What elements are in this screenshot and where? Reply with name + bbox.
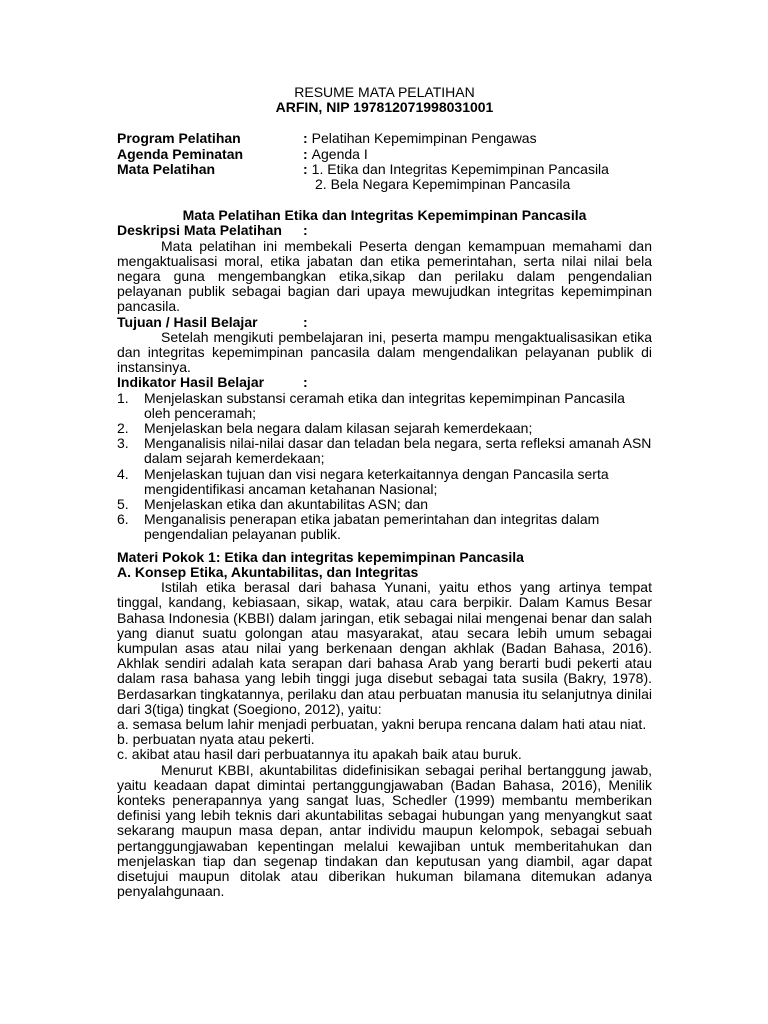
list-item (117, 512, 652, 542)
meta-mata-row (117, 162, 652, 177)
list-item (117, 436, 652, 466)
materi-title: Materi Pokok 1: Etika dan integritas kepemimpinan Pancasila (117, 548, 524, 565)
tujuan-paragraph: Setelah mengikuti pembelajaran ini, peserta mampu mengaktualisasikan etika dan integritas kepemimpinan pancasila dalam mengendalikan pelayanan publik di instansinya. (117, 328, 652, 376)
meta-program-label: Program Pelatihan (117, 130, 241, 147)
list-item-text: Menganalisis nilai-nilai dasar dan teladan bela negara, serta refleksi amanah ASN dalam sejarah kemerdekaan; (144, 435, 652, 467)
indikator-heading (117, 375, 652, 390)
heading-colon: : (303, 313, 308, 330)
list-item-text: Menjelaskan bela negara dalam kilasan sejarah kemerdekaan; (144, 420, 533, 437)
list-item (117, 391, 652, 421)
tujuan-label: Tujuan / Hasil Belajar (117, 313, 258, 330)
list-item-number: 5. (117, 496, 129, 513)
meta-mata-value-2 (117, 177, 652, 192)
author-line: ARFIN, NIP 197812071998031001 (275, 99, 494, 116)
list-item-number: 1. (117, 389, 129, 406)
deskripsi-label: Deskripsi Mata Pelatihan (117, 222, 282, 239)
meta-mata-label: Mata Pelatihan (117, 160, 216, 177)
materi-item-a: a. semasa belum lahir menjadi perbuatan, yakni berupa rencana dalam hati atau niat. (117, 715, 647, 732)
materi-paragraph-1: Istilah etika berasal dari bahasa Yunani, yaitu ethos yang artinya tempat tinggal, kandang, kebiasaan, sikap, watak, atau cara berpikir. Dalam Kamus Besar Bahasa Indonesia (KBBI) dalam jaringan, etik sebagai nilai mengenai benar dan salah yang dianut suatu golongan atau masyarakat, atau secara lebih umum sebagai kumpulan asas atau nilai yang berkenaan dengan akhlak (Badan Bahasa, 2016). Akhlak sendiri adalah kata serapan dari bahasa Arab yang berarti budi pekerti atau dalam rasa bahasa yang lebih tinggi juga disebut sebagai tata susila (Bakry, 1978). Berdasarkan tingkatannya, perilaku dan atau perbuatan manusia itu selanjutnya dinilai dari 3(tiga) tingkat (Soegiono, 2012), yaitu: (117, 579, 652, 717)
deskripsi-heading (117, 223, 652, 238)
list-item (117, 421, 652, 436)
list-item-text: Menjelaskan etika dan akuntabilitas ASN; dan (144, 496, 429, 513)
meta-mata-value-2-text: 2. Bela Negara Kepemimpinan Pancasila (315, 176, 571, 193)
meta-agenda-value: Agenda I (311, 145, 368, 162)
meta-program-row (117, 131, 652, 146)
meta-colon: : (303, 130, 308, 147)
list-item (117, 467, 652, 497)
materi-item-c: c. akibat atau hasil dari perbuatannya itu apakah baik atau buruk. (117, 746, 522, 763)
deskripsi-paragraph: Mata pelatihan ini membekali Peserta dengan kemampuan memahami dan mengaktualisasi moral, etika jabatan dan etika pemerintahan, serta nilai nilai bela negara guna mengembangkan etika,sikap dan perilaku dalam pengendalian pelayanan publik sebagai bagian dari upaya mewujudkan integritas kepemimpinan pancasila. (117, 237, 652, 315)
meta-agenda-row (117, 147, 652, 162)
tujuan-heading (117, 315, 652, 330)
indikator-label: Indikator Hasil Belajar (117, 374, 265, 391)
list-item-number: 2. (117, 420, 129, 437)
heading-colon: : (303, 374, 308, 391)
list-item-number: 6. (117, 511, 129, 528)
meta-colon: : (303, 160, 308, 177)
heading-colon: : (303, 222, 308, 239)
list-item-number: 3. (117, 435, 129, 452)
indikator-list (117, 391, 652, 543)
meta-mata-value-1: 1. Etika dan Integritas Kepemimpinan Pancasila (311, 160, 609, 177)
list-item-text: Menganalisis penerapan etika jabatan pemerintahan dan integritas dalam pengendalian pelayanan publik. (144, 511, 600, 543)
meta-program-value: Pelatihan Kepemimpinan Pengawas (311, 130, 537, 147)
materi-paragraph-2: Menurut KBBI, akuntabilitas didefinisikan sebagai perihal bertanggung jawab, yaitu keadaan dapat dimintai pertanggungjawaban (Badan Bahasa, 2016), Menilik konteks penerapannya yang sangat luas, Schedler (1999) membantu memberikan definisi yang lebih teknis dari akuntabilitas sebagai hubungan yang menyangkut saat sekarang maupun masa depan, antar individu maupun kelompok, sebagai sebuah pertanggungjawaban kepentingan melalui kewajiban untuk memberitahukan dan menjelaskan tiap dan segenap tindakan dan keputusan yang diambil, agar dapat disetujui maupun ditolak atau diberikan hukuman bilamana ditemukan adanya penyalahgunaan. (117, 761, 652, 900)
list-item-text: Menjelaskan tujuan dan visi negara keterkaitannya dengan Pancasila serta mengidentifikasi ancaman ketahanan Nasional; (144, 465, 609, 497)
list-item-number: 4. (117, 465, 129, 482)
meta-agenda-label: Agenda Peminatan (117, 145, 244, 162)
document-page (117, 85, 652, 899)
meta-colon: : (303, 145, 308, 162)
list-item-text: Menjelaskan substansi ceramah etika dan integritas kepemimpinan Pancasila oleh penceramah; (144, 389, 625, 421)
materi-subtitle: A. Konsep Etika, Akuntabilitas, dan Integritas (117, 563, 419, 580)
materi-item-b: b. perbuatan nyata atau pekerti. (117, 731, 315, 748)
section-title: Mata Pelatihan Etika dan Integritas Kepemimpinan Pancasila (182, 207, 587, 224)
list-item (117, 497, 652, 512)
document-title: RESUME MATA PELATIHAN (294, 84, 475, 100)
